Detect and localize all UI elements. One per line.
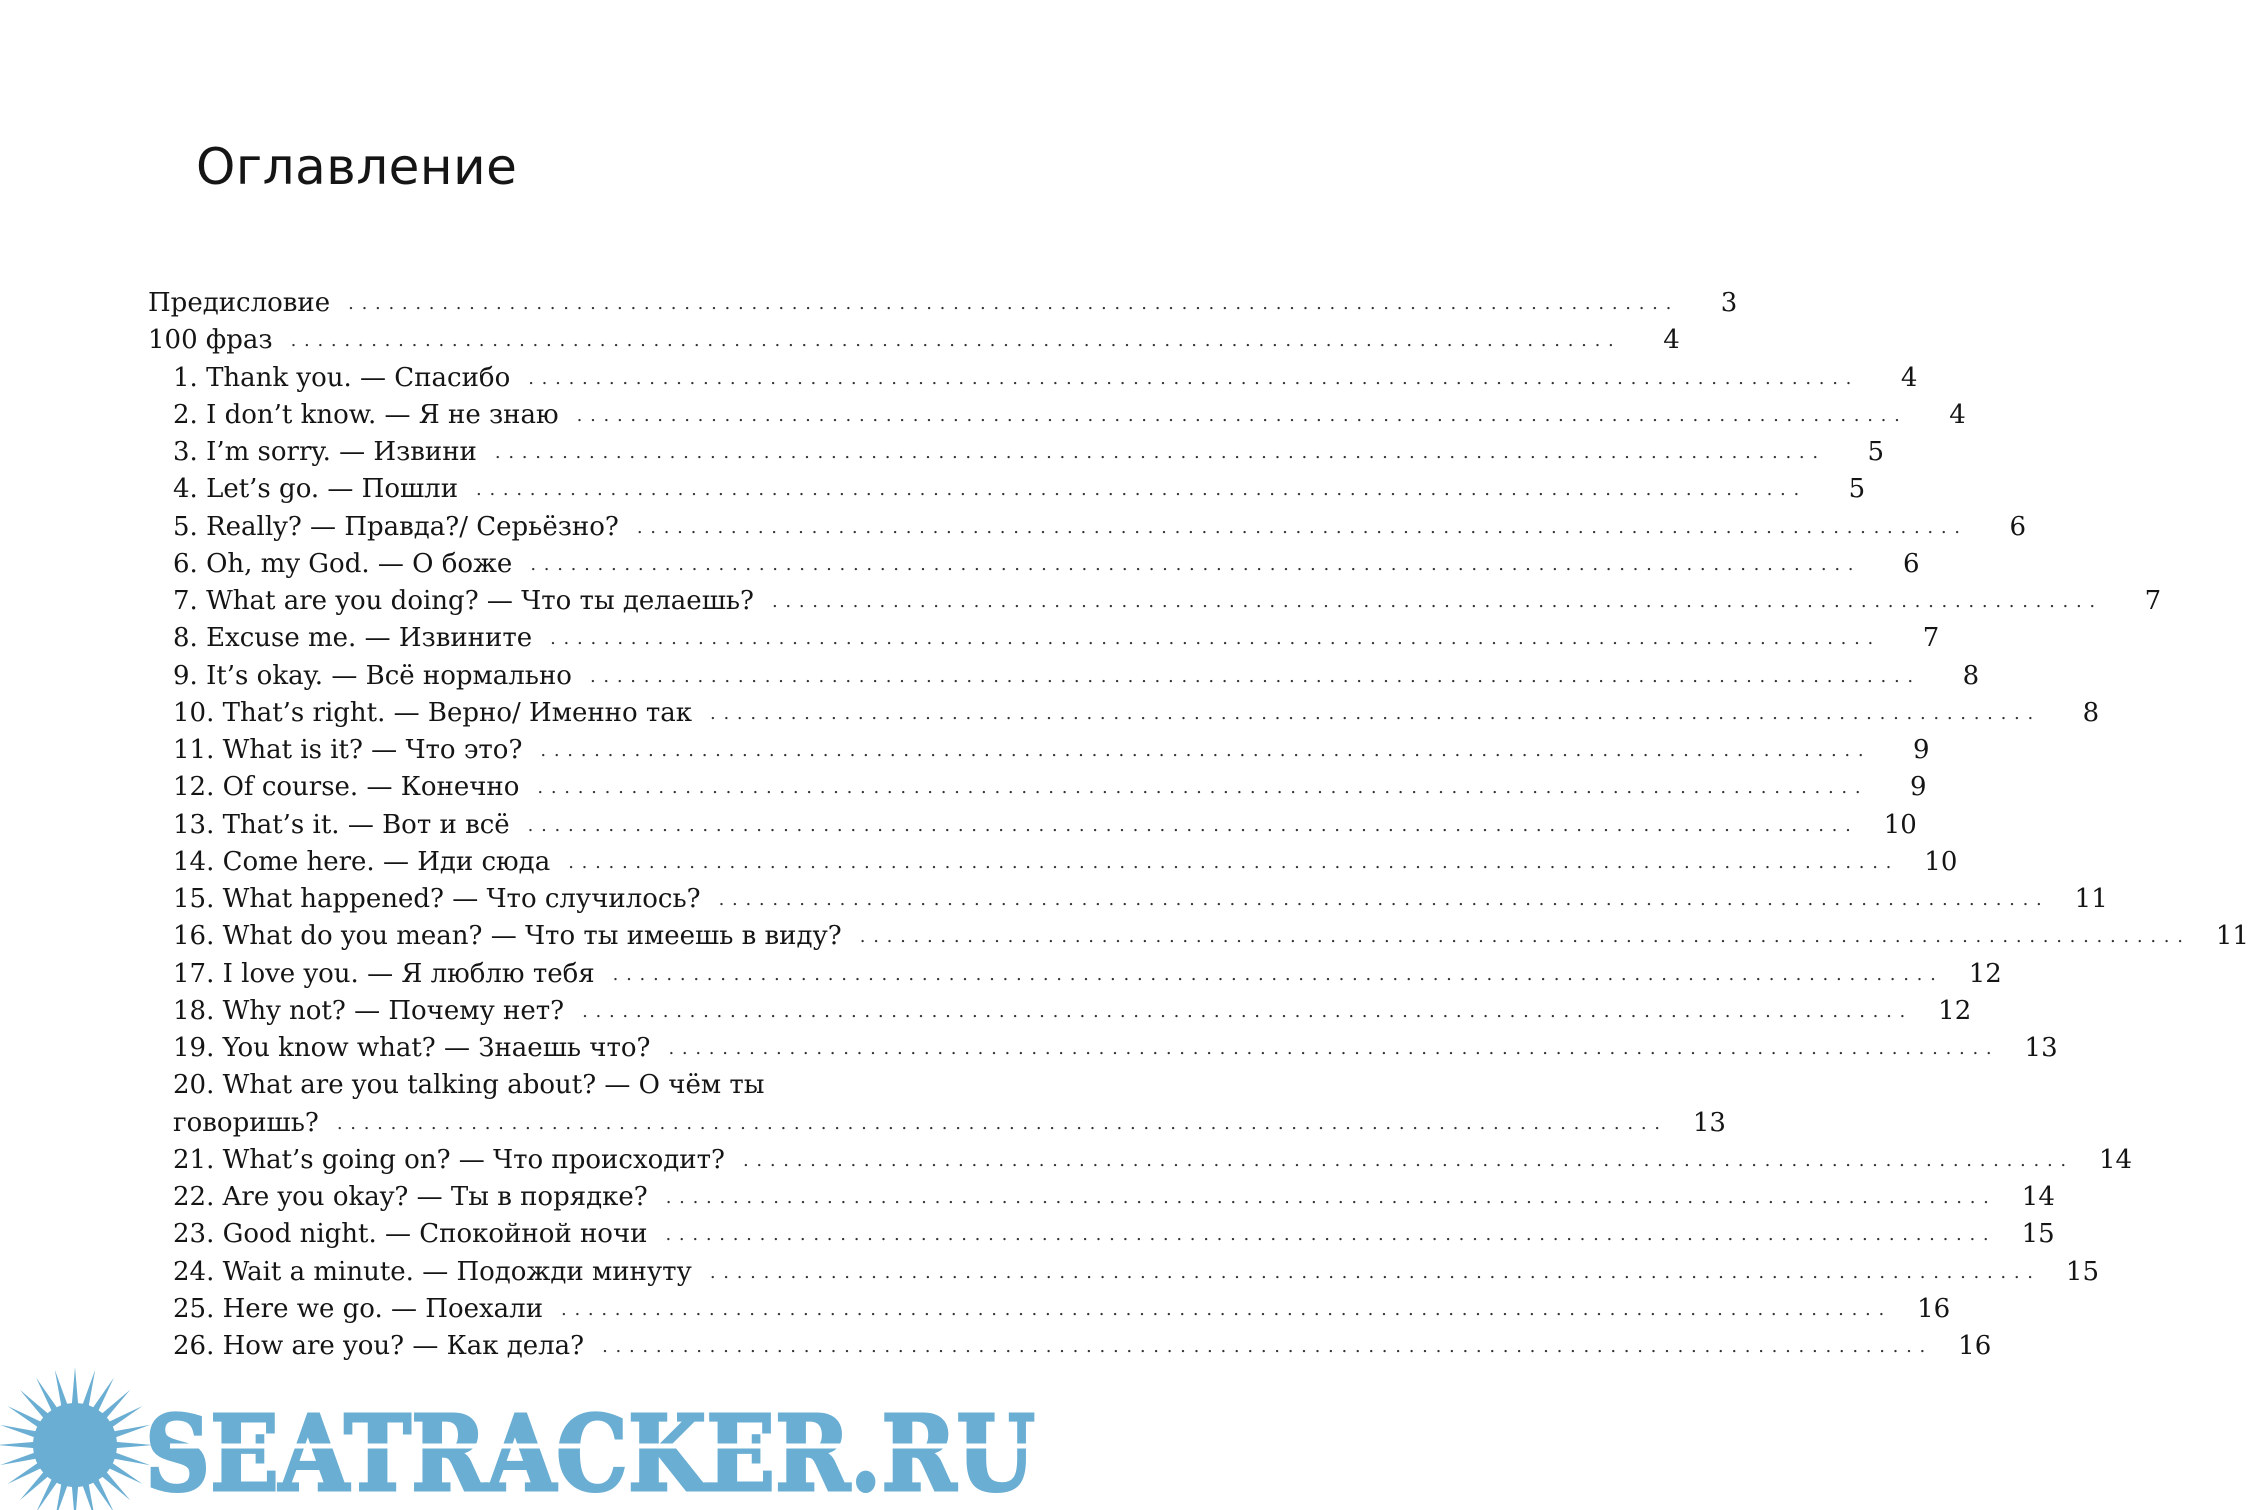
toc-leader-dots bbox=[337, 1113, 1660, 1134]
toc-entry-label: говоришь? bbox=[173, 1107, 319, 1138]
toc-page-number: 13 bbox=[2024, 1033, 2058, 1063]
toc-entry-label: 22. Are you okay? — Ты в порядке? bbox=[173, 1182, 648, 1212]
toc-entry-label: 100 фраз bbox=[148, 325, 273, 356]
toc-entry-label: 8. Excuse me. — Извините bbox=[173, 623, 533, 654]
toc-entry[interactable] bbox=[148, 1219, 2055, 1256]
toc-page-number: 16 bbox=[1917, 1293, 1951, 1324]
toc-page-number: 12 bbox=[1938, 995, 1972, 1026]
toc-entry[interactable] bbox=[148, 437, 1885, 474]
toc-leader-dots bbox=[719, 889, 2042, 910]
sun-ray bbox=[72, 1483, 79, 1510]
toc-page-number: 10 bbox=[1924, 846, 1958, 877]
toc-entry[interactable] bbox=[148, 362, 1918, 400]
sun-ray bbox=[55, 1481, 69, 1510]
toc-entry-label: 23. Good night. — Спокойной ночи bbox=[173, 1219, 648, 1250]
toc-leader-dots bbox=[540, 740, 1863, 761]
toc-page-number: 14 bbox=[2021, 1182, 2055, 1212]
toc-leader-dots bbox=[590, 666, 1913, 687]
sun-ray bbox=[0, 1452, 39, 1466]
toc-entry-label: 18. Why not? — Почему нет? bbox=[173, 995, 565, 1026]
sun-ray bbox=[0, 1425, 39, 1439]
toc-entry-label: 26. How are you? — Как дела? bbox=[173, 1331, 585, 1361]
watermark-logo bbox=[0, 1350, 1080, 1510]
toc-leader-dots bbox=[348, 293, 1671, 314]
toc-leader-dots bbox=[577, 405, 1900, 426]
toc-page-number: 8 bbox=[1962, 660, 1980, 691]
toc-leader-dots bbox=[528, 368, 1851, 389]
toc-page-number: 4 bbox=[1900, 362, 1918, 393]
toc-page-number: 8 bbox=[2082, 697, 2100, 728]
toc-leader-dots bbox=[291, 330, 1614, 351]
sun-ray bbox=[0, 1442, 37, 1449]
toc-leader-dots bbox=[613, 964, 1936, 985]
table-of-contents bbox=[148, 288, 2249, 1368]
toc-entry[interactable] bbox=[148, 511, 2026, 549]
toc-leader-dots bbox=[582, 1001, 1905, 1022]
toc-entry-label: 24. Wait a minute. — Подожди минуту bbox=[173, 1256, 692, 1287]
toc-entry-label: 7. What are you doing? — Что ты делаешь? bbox=[173, 586, 754, 616]
toc-entry-label: 4. Let’s go. — Пошли bbox=[173, 474, 459, 505]
toc-page-number: 16 bbox=[1958, 1331, 1992, 1361]
toc-entry-label: 21. What’s going on? — Что происходит? bbox=[173, 1144, 725, 1175]
toc-page-number: 9 bbox=[1910, 772, 1927, 803]
toc-page-number: 7 bbox=[1922, 623, 1940, 654]
toc-page-number: 5 bbox=[1848, 474, 1866, 505]
toc-page-number: 4 bbox=[1663, 325, 1680, 356]
toc-entry[interactable] bbox=[148, 884, 2108, 921]
toc-leader-dots bbox=[665, 1224, 1988, 1245]
page-title: Оглавление bbox=[196, 138, 518, 196]
toc-entry[interactable] bbox=[148, 586, 2162, 623]
toc-entry[interactable] bbox=[148, 846, 1958, 884]
toc-leader-dots bbox=[743, 1150, 2066, 1171]
toc-entry-label: 11. What is it? — Что это? bbox=[173, 735, 523, 765]
toc-entry-label: 1. Thank you. — Спасибо bbox=[173, 362, 511, 393]
toc-entry-label: 2. I don’t know. — Я не знаю bbox=[173, 399, 559, 430]
sun-ray bbox=[82, 1481, 96, 1510]
toc-entry[interactable] bbox=[148, 772, 1927, 809]
toc-leader-dots bbox=[710, 703, 2033, 724]
toc-entry[interactable] bbox=[148, 1256, 2100, 1294]
toc-entry-label: 10. That’s right. — Верно/ Именно так bbox=[173, 697, 693, 728]
toc-entry[interactable] bbox=[148, 809, 1917, 847]
toc-page-number: 11 bbox=[2215, 921, 2249, 952]
toc-leader-dots bbox=[476, 479, 1799, 500]
toc-entry-label: 25. Here we go. — Поехали bbox=[173, 1293, 544, 1324]
toc-page-number: 15 bbox=[2065, 1256, 2100, 1287]
toc-entry-label: 16. What do you mean? — Что ты имеешь в виду? bbox=[173, 921, 842, 952]
toc-entry[interactable] bbox=[148, 1293, 1951, 1331]
toc-entry[interactable] bbox=[148, 474, 1866, 511]
toc-leader-dots bbox=[637, 517, 1960, 538]
toc-page-number: 4 bbox=[1949, 399, 1966, 430]
toc-page-number: 11 bbox=[2074, 884, 2108, 914]
toc-leader-dots bbox=[772, 591, 2095, 612]
toc-entry[interactable] bbox=[148, 1107, 1726, 1145]
sun-ray bbox=[82, 1370, 96, 1410]
toc-page-number: 15 bbox=[2021, 1219, 2055, 1250]
toc-page-number: 14 bbox=[2099, 1144, 2133, 1175]
toc-leader-dots bbox=[537, 777, 1860, 798]
toc-entry[interactable] bbox=[148, 399, 1966, 437]
toc-page-number: 7 bbox=[2144, 586, 2162, 616]
toc-leader-dots bbox=[668, 1038, 1991, 1059]
toc-entry[interactable] bbox=[148, 735, 1930, 772]
toc-entry-label: 12. Of course. — Конечно bbox=[173, 772, 520, 803]
toc-page-number: 12 bbox=[1968, 958, 2002, 989]
toc-entry[interactable] bbox=[148, 921, 2249, 958]
toc-entry[interactable] bbox=[148, 958, 2002, 996]
toc-entry[interactable] bbox=[148, 995, 1972, 1033]
toc-entry-label: 14. Come here. — Иди сюда bbox=[173, 846, 551, 877]
toc-entry-label: 20. What are you talking about? — О чём ты bbox=[173, 1070, 765, 1101]
watermark-text: SEATRACKER.RU bbox=[145, 1392, 1035, 1510]
toc-page-number: 5 bbox=[1867, 437, 1885, 467]
toc-entry-label: 6. Oh, my God. — О боже bbox=[173, 548, 513, 579]
toc-entry[interactable] bbox=[148, 1070, 948, 1107]
toc-leader-dots bbox=[530, 554, 1853, 575]
toc-entry[interactable] bbox=[148, 697, 2100, 735]
toc-entry[interactable] bbox=[148, 660, 1980, 698]
toc-leader-dots bbox=[860, 926, 2183, 947]
toc-page-number: 10 bbox=[1883, 809, 1917, 840]
toc-leader-dots bbox=[550, 628, 1873, 649]
sun-icon bbox=[0, 1367, 153, 1510]
toc-leader-dots bbox=[666, 1187, 1989, 1208]
toc-entry-label: Предисловие bbox=[148, 288, 331, 318]
toc-entry-label: 3. I’m sorry. — Извини bbox=[173, 437, 477, 467]
toc-leader-dots bbox=[710, 1262, 2033, 1283]
toc-entry-label: 9. It’s okay. — Всё нормально bbox=[173, 660, 572, 691]
sun-ray bbox=[72, 1367, 79, 1407]
sun-ray bbox=[55, 1370, 69, 1410]
toc-entry-label: 17. I love you. — Я люблю тебя bbox=[173, 958, 595, 989]
toc-page-number: 6 bbox=[2009, 511, 2026, 542]
toc-entry[interactable] bbox=[148, 325, 1680, 362]
toc-entry[interactable] bbox=[148, 288, 1738, 325]
toc-leader-dots bbox=[561, 1299, 1884, 1320]
toc-leader-dots bbox=[495, 442, 1818, 463]
toc-entry[interactable] bbox=[148, 623, 1940, 660]
toc-page-number: 13 bbox=[1692, 1107, 1726, 1138]
toc-entry[interactable] bbox=[148, 1033, 2058, 1070]
toc-leader-dots bbox=[568, 852, 1891, 873]
toc-entry[interactable] bbox=[148, 1182, 2055, 1219]
toc-entry-label: 19. You know what? — Знаешь что? bbox=[173, 1033, 651, 1063]
toc-entry[interactable] bbox=[148, 548, 1920, 586]
toc-entry-label: 15. What happened? — Что случилось? bbox=[173, 884, 701, 914]
toc-entry-label: 13. That’s it. — Вот и всё bbox=[173, 809, 510, 840]
toc-page-number: 9 bbox=[1913, 735, 1930, 765]
toc-page-number: 6 bbox=[1902, 548, 1920, 579]
toc-entry-label: 5. Really? — Правда?/ Серьёзно? bbox=[173, 511, 619, 542]
toc-entry[interactable] bbox=[148, 1144, 2133, 1182]
toc-page-number: 3 bbox=[1720, 288, 1738, 318]
toc-leader-dots bbox=[528, 815, 1851, 836]
